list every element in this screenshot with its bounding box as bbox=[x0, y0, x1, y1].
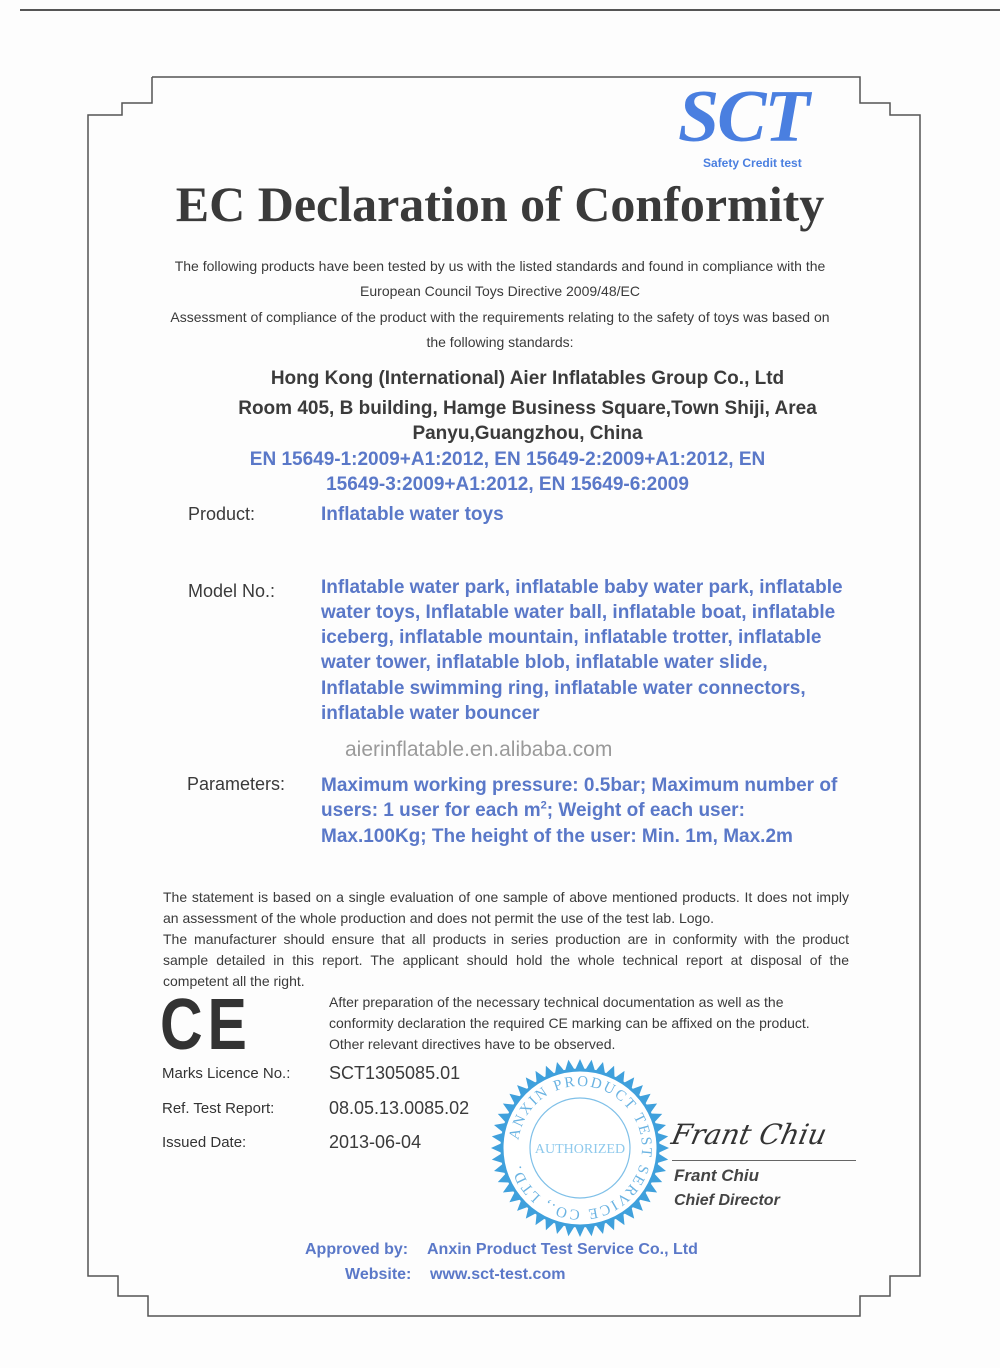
ce-text-line: Other relevant directives have to be observed. bbox=[329, 1036, 616, 1052]
website-label: Website: bbox=[345, 1266, 412, 1283]
model-label: Model No.: bbox=[188, 581, 276, 601]
logo-tagline: Safety Credit test bbox=[703, 156, 802, 170]
superscript: 2 bbox=[540, 799, 547, 812]
licence-value: SCT1305085.01 bbox=[329, 1063, 461, 1083]
parameters-line-2 bbox=[321, 800, 745, 822]
company-stamp-icon bbox=[490, 1058, 670, 1238]
model-line: water toys, Inflatable water ball, inflatable boat, inflatable bbox=[321, 602, 836, 623]
statement-paragraph-1: The statement is based on a single evaluation of one sample of above mentioned products. It does not imply an assessment of the whole production and does not permit the use of the test lab. Logo. bbox=[163, 889, 849, 926]
model-line: water tower, inflatable blob, inflatable water slide, bbox=[321, 652, 768, 673]
model-line: iceberg, inflatable mountain, inflatable trotter, inflatable bbox=[321, 627, 822, 648]
parameters-line-1: Maximum working pressure: 0.5bar; Maximum number of bbox=[321, 775, 838, 796]
ce-text-line: After preparation of the necessary technical documentation as well as the bbox=[329, 994, 784, 1010]
signatory-title: Chief Director bbox=[674, 1192, 780, 1209]
statement-paragraph-2: The manufacturer should ensure that all products in series production are in conformity with the product sample detailed in this report. The applicant should hold the whole technical report at disposal of the competent all the right. bbox=[163, 931, 849, 989]
parameters-text: ; Weight of each user: bbox=[546, 800, 745, 821]
parameters-text: users: 1 user for each m bbox=[321, 800, 541, 821]
model-line: Inflatable swimming ring, inflatable water connectors, bbox=[321, 678, 806, 699]
stamp-ring-text: ANXIN PRODUCT TEST SERVICE CO., LTD. bbox=[506, 1073, 655, 1223]
company-address-2: Panyu,Guangzhou, China bbox=[412, 423, 643, 444]
issued-date-label: Issued Date: bbox=[162, 1134, 247, 1151]
standards-line-2: 15649-3:2009+A1:2012, EN 15649-6:2009 bbox=[326, 474, 689, 495]
intro-line-1: The following products have been tested by us with the listed standards and found in compliance with the bbox=[174, 258, 826, 274]
model-line: inflatable water bouncer bbox=[321, 703, 540, 724]
stamp-center-text: AUTHORIZED bbox=[534, 1142, 626, 1157]
ce-text-line: conformity declaration the required CE marking can be affixed on the product. bbox=[329, 1015, 810, 1031]
test-report-value: 08.05.13.0085.02 bbox=[329, 1098, 470, 1118]
company-name: Hong Kong (International) Aier Inflatables Group Co., Ltd bbox=[270, 368, 785, 389]
licence-label: Marks Licence No.: bbox=[162, 1065, 291, 1082]
ce-mark-icon: CE bbox=[160, 985, 252, 1065]
product-label: Product: bbox=[188, 504, 256, 524]
standards-line-1: EN 15649-1:2009+A1:2012, EN 15649-2:2009+A1:2012, EN bbox=[249, 449, 766, 470]
model-line: Inflatable water park, inflatable baby water park, inflatable bbox=[321, 577, 843, 598]
company-address-1: Room 405, B building, Hamge Business Square,Town Shiji, Area bbox=[238, 398, 817, 419]
sct-logo: SCT bbox=[678, 76, 808, 158]
intro-line-4: the following standards: bbox=[426, 334, 574, 350]
parameters-label: Parameters: bbox=[187, 774, 286, 794]
approved-by-label: Approved by: bbox=[305, 1241, 409, 1258]
approved-by-value: Anxin Product Test Service Co., Ltd bbox=[427, 1241, 698, 1258]
product-value: Inflatable water toys bbox=[321, 504, 504, 525]
signature-line bbox=[672, 1160, 856, 1161]
test-report-label: Ref. Test Report: bbox=[162, 1100, 275, 1117]
parameters-line-3: Max.100Kg; The height of the user: Min. 1m, Max.2m bbox=[321, 826, 793, 847]
watermark: aierinflatable.en.alibaba.com bbox=[345, 738, 613, 761]
signatory-name: Frant Chiu bbox=[674, 1166, 759, 1185]
intro-line-3: Assessment of compliance of the product with the requirements relating to the safety of toys was based on bbox=[170, 309, 830, 325]
intro-line-2: European Council Toys Directive 2009/48/EC bbox=[360, 283, 640, 299]
issued-date-value: 2013-06-04 bbox=[329, 1132, 422, 1152]
page-title: EC Declaration of Conformity bbox=[175, 176, 825, 232]
website-link[interactable]: www.sct-test.com bbox=[430, 1266, 566, 1283]
signature-script: Frant Chiu bbox=[668, 1118, 830, 1151]
